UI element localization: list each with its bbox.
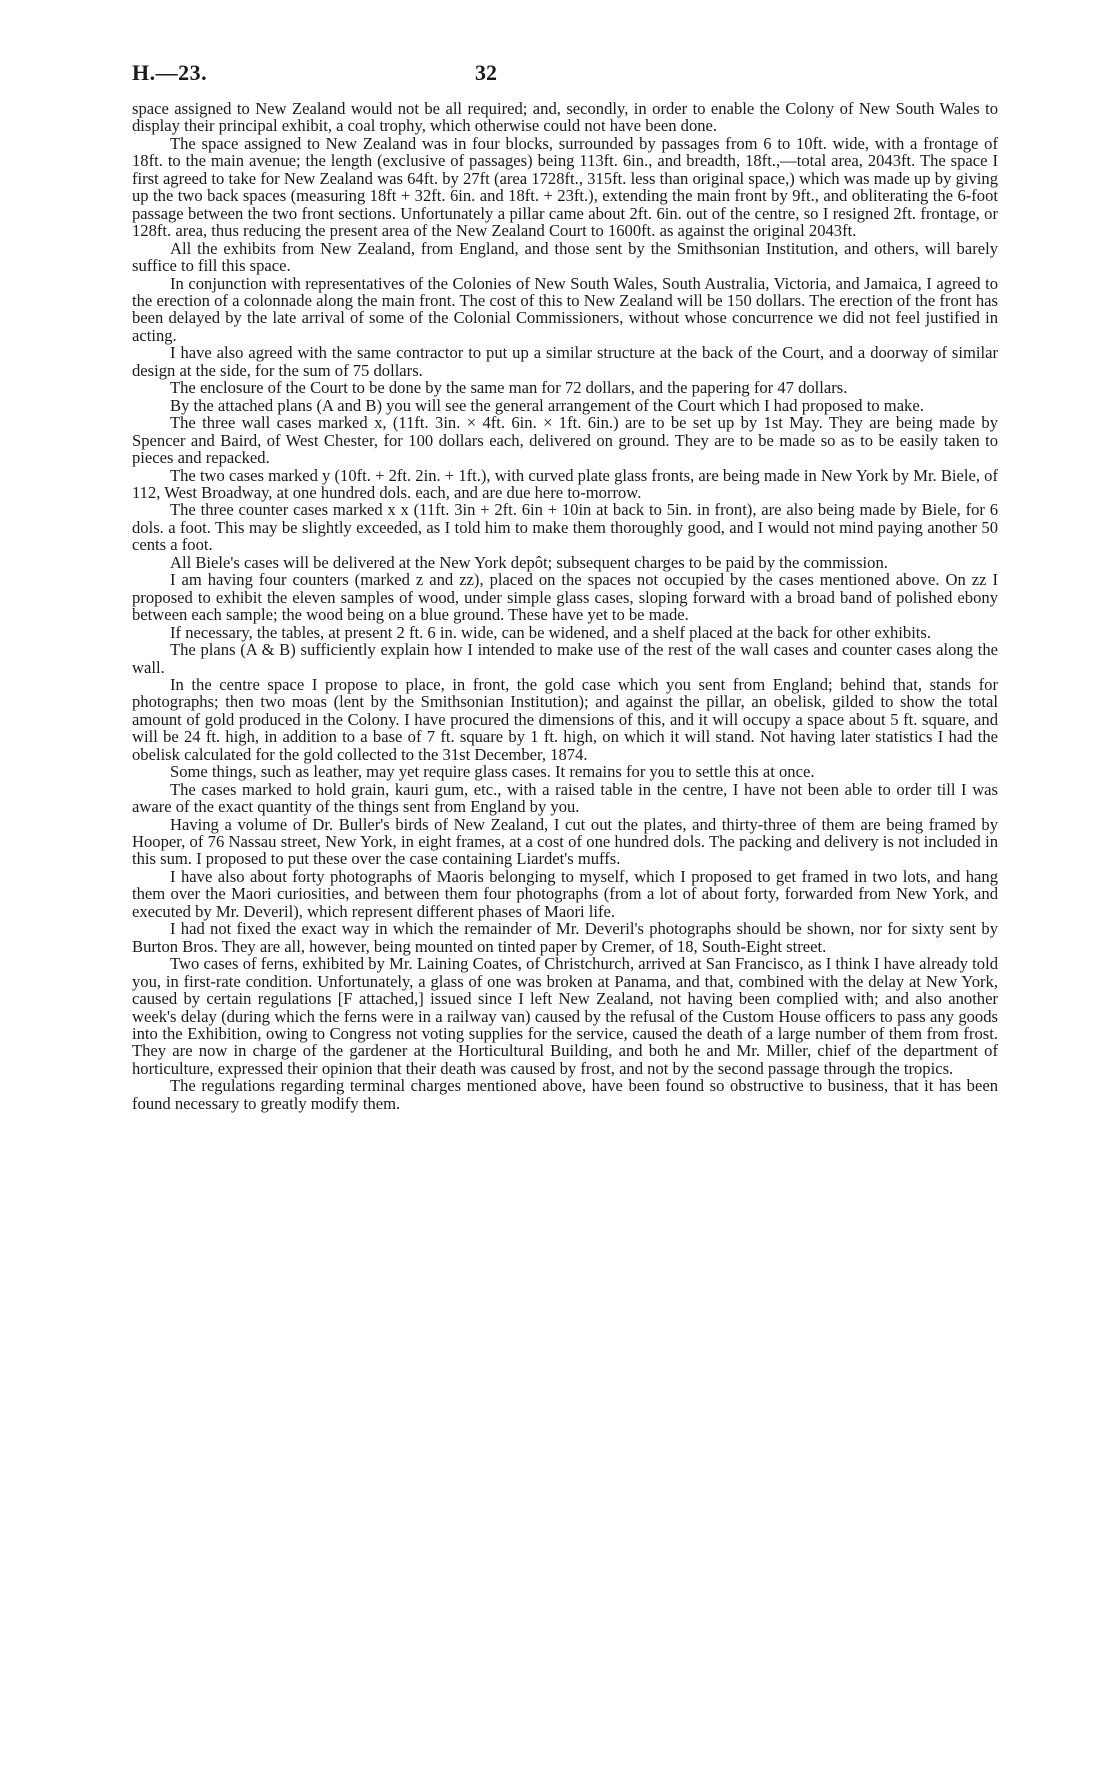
paragraph: The three wall cases marked x, (11ft. 3in. × 4ft. 6in. × 1ft. 6in.) are to be set up by 1st May. They are being made by Spencer and Baird, of West Chester, for 100 dollars each, delivered on ground. They are to be made so as to be easily taken to pieces and repacked. bbox=[132, 413, 998, 468]
paragraph: The two cases marked y (10ft. + 2ft. 2in. + 1ft.), with curved plate glass fronts, are being made in New York by Mr. Biele, of 112, West Broadway, at one hundred dols. each, and are due here to-morrow. bbox=[132, 465, 998, 502]
paragraph: The plans (A & B) sufficiently explain how I intended to make use of the rest of the wall cases and counter cases along the wall. bbox=[132, 640, 998, 677]
paragraph: The cases marked to hold grain, kauri gum, etc., with a raised table in the centre, I have not been able to order till I was aware of the exact quantity of the things sent from England by you. bbox=[132, 779, 998, 817]
page-header bbox=[132, 60, 998, 100]
paragraph: All the exhibits from New Zealand, from England, and those sent by the Smithsonian Institution, and others, will barely suffice to fill this space. bbox=[132, 238, 998, 276]
paragraph: Some things, such as leather, may yet require glass cases. It remains for you to settle this at once. bbox=[170, 762, 815, 782]
paragraph: The three counter cases marked x x (11ft. 3in + 2ft. 6in + 10in at back to 5in. in front), are also being made by Biele, for 6 dols. a foot. This may be slightly exceeded, as I told him to make them thoroughly good, and I would not mind paying another 50 cents a foot. bbox=[132, 500, 998, 555]
paragraph: I had not fixed the exact way in which the remainder of Mr. Deveril's photographs should be shown, nor for sixty sent by Burton Bros. They are all, however, being mounted on tinted paper by Cremer, of 18, South-Eight street. bbox=[132, 919, 998, 956]
paragraph: Two cases of ferns, exhibited by Mr. Laining Coates, of Christchurch, arrived at San Francisco, as I think I have already told you, in first-rate condition. Unfortunately, a glass of one was broken at Panama, and that, combined with the delay at New York, caused by certain regulations [F attached,] issued since I left New Zealand, not having been complied with; and also another week's delay (during which the ferns were in a railway van) caused by the refusal of the Custom House officers to pass any goods into the Exhibition, owing to Congress not voting supplies for the service, caused the death of a large number of them from frost. They are now in charge of the gardener at the Horticultural Building, and both he and Mr. Miller, chief of the department of horticulture, expressed their opinion that their death was caused by frost, and not by the second passage through the tropics. bbox=[132, 954, 998, 1078]
paragraph: If necessary, the tables, at present 2 ft. 6 in. wide, can be widened, and a shelf placed at the back for other exhibits. bbox=[170, 622, 932, 642]
document-reference: H.—23. bbox=[132, 60, 208, 85]
paragraph: The regulations regarding terminal charges mentioned above, have been found so obstructive to business, that it has been found necessary to greatly modify them. bbox=[132, 1076, 998, 1113]
paragraph: space assigned to New Zealand would not be all required; and, secondly, in order to enable the Colony of New South Wales to display their principal exhibit, a coal trophy, which otherwise could not have been done. bbox=[132, 99, 998, 136]
paragraph: In the centre space I propose to place, in front, the gold case which you sent from England; behind that, stands for photographs; then two moas (lent by the Smithsonian Institution); and against the pillar, an obelisk, gilded to show the total amount of gold produced in the Colony. I have procured the dimensions of this, and it will occupy a space about 5 ft. square, and will be 24 ft. high, in addition to a base of 7 ft. square by 1 ft. high, on which it will stand. Not having later statistics I had the obelisk calculated for the gold collected to the 31st December, 1874. bbox=[132, 674, 998, 764]
paragraph: I have also agreed with the same contractor to put up a similar structure at the back of the Court, and a doorway of similar design at the side, for the sum of 75 dollars. bbox=[132, 343, 998, 380]
document-page bbox=[132, 60, 998, 1112]
paragraph: The enclosure of the Court to be done by the same man for 72 dollars, and the papering for 47 dollars. bbox=[170, 378, 848, 398]
paragraph: Having a volume of Dr. Buller's birds of New Zealand, I cut out the plates, and thirty-three of them are being framed by Hooper, of 76 Nassau street, New York, in eight frames, at a cost of one hundred dols. The packing and delivery is not included in this sum. I proposed to put these over the case containing Liardet's muffs. bbox=[132, 814, 998, 869]
body-text bbox=[132, 100, 998, 1112]
paragraph: The space assigned to New Zealand was in four blocks, surrounded by passages from 6 to 10ft. wide, with a frontage of 18ft. to the main avenue; the length (exclusive of passages) being 113ft. 6in., and breadth, 18ft.,—total area, 2043ft. The space I first agreed to take for New Zealand was 64ft. by 27ft (area 1728ft., 315ft. less than original space,) which was made up by giving up the two back spaces (measuring 18ft + 32ft. 6in. and 18ft. + 23ft.), extending the main front by 9ft., and obliterating the 6-foot passage between the two front sections. Unfortunately a pillar came about 2ft. 6in. out of the centre, so I resigned 2ft. frontage, or 128ft. area, thus reducing the present area of the New Zealand Court to 1600ft. as against the original 2043ft. bbox=[132, 133, 998, 241]
paragraph: I am having four counters (marked z and zz), placed on the spaces not occupied by the cases mentioned above. On zz I proposed to exhibit the eleven samples of wood, under simple glass cases, sloping forward with a broad band of polished ebony between each sample; the wood being on a blue ground. These have yet to be made. bbox=[132, 570, 998, 625]
paragraph: I have also about forty photographs of Maoris belonging to myself, which I proposed to get framed in two lots, and hang them over the Maori curiosities, and between them four photographs (from a lot of about forty, forwarded from New York, and executed by Mr. Deveril), which represent different phases of Maori life. bbox=[132, 866, 998, 921]
paragraph: In conjunction with representatives of the Colonies of New South Wales, South Australia, Victoria, and Jamaica, I agreed to the erection of a colonnade along the main front. The cost of this to New Zealand will be 150 dollars. The erection of the front has been delayed by the late arrival of some of the Colonial Commissioners, without whose concurrence we did not feel justified in acting. bbox=[132, 273, 998, 345]
page-number: 32 bbox=[475, 60, 497, 85]
paragraph: By the attached plans (A and B) you will see the general arrangement of the Court which I had proposed to make. bbox=[170, 395, 924, 415]
paragraph: All Biele's cases will be delivered at the New York depôt; subsequent charges to be paid by the commission. bbox=[170, 552, 888, 572]
